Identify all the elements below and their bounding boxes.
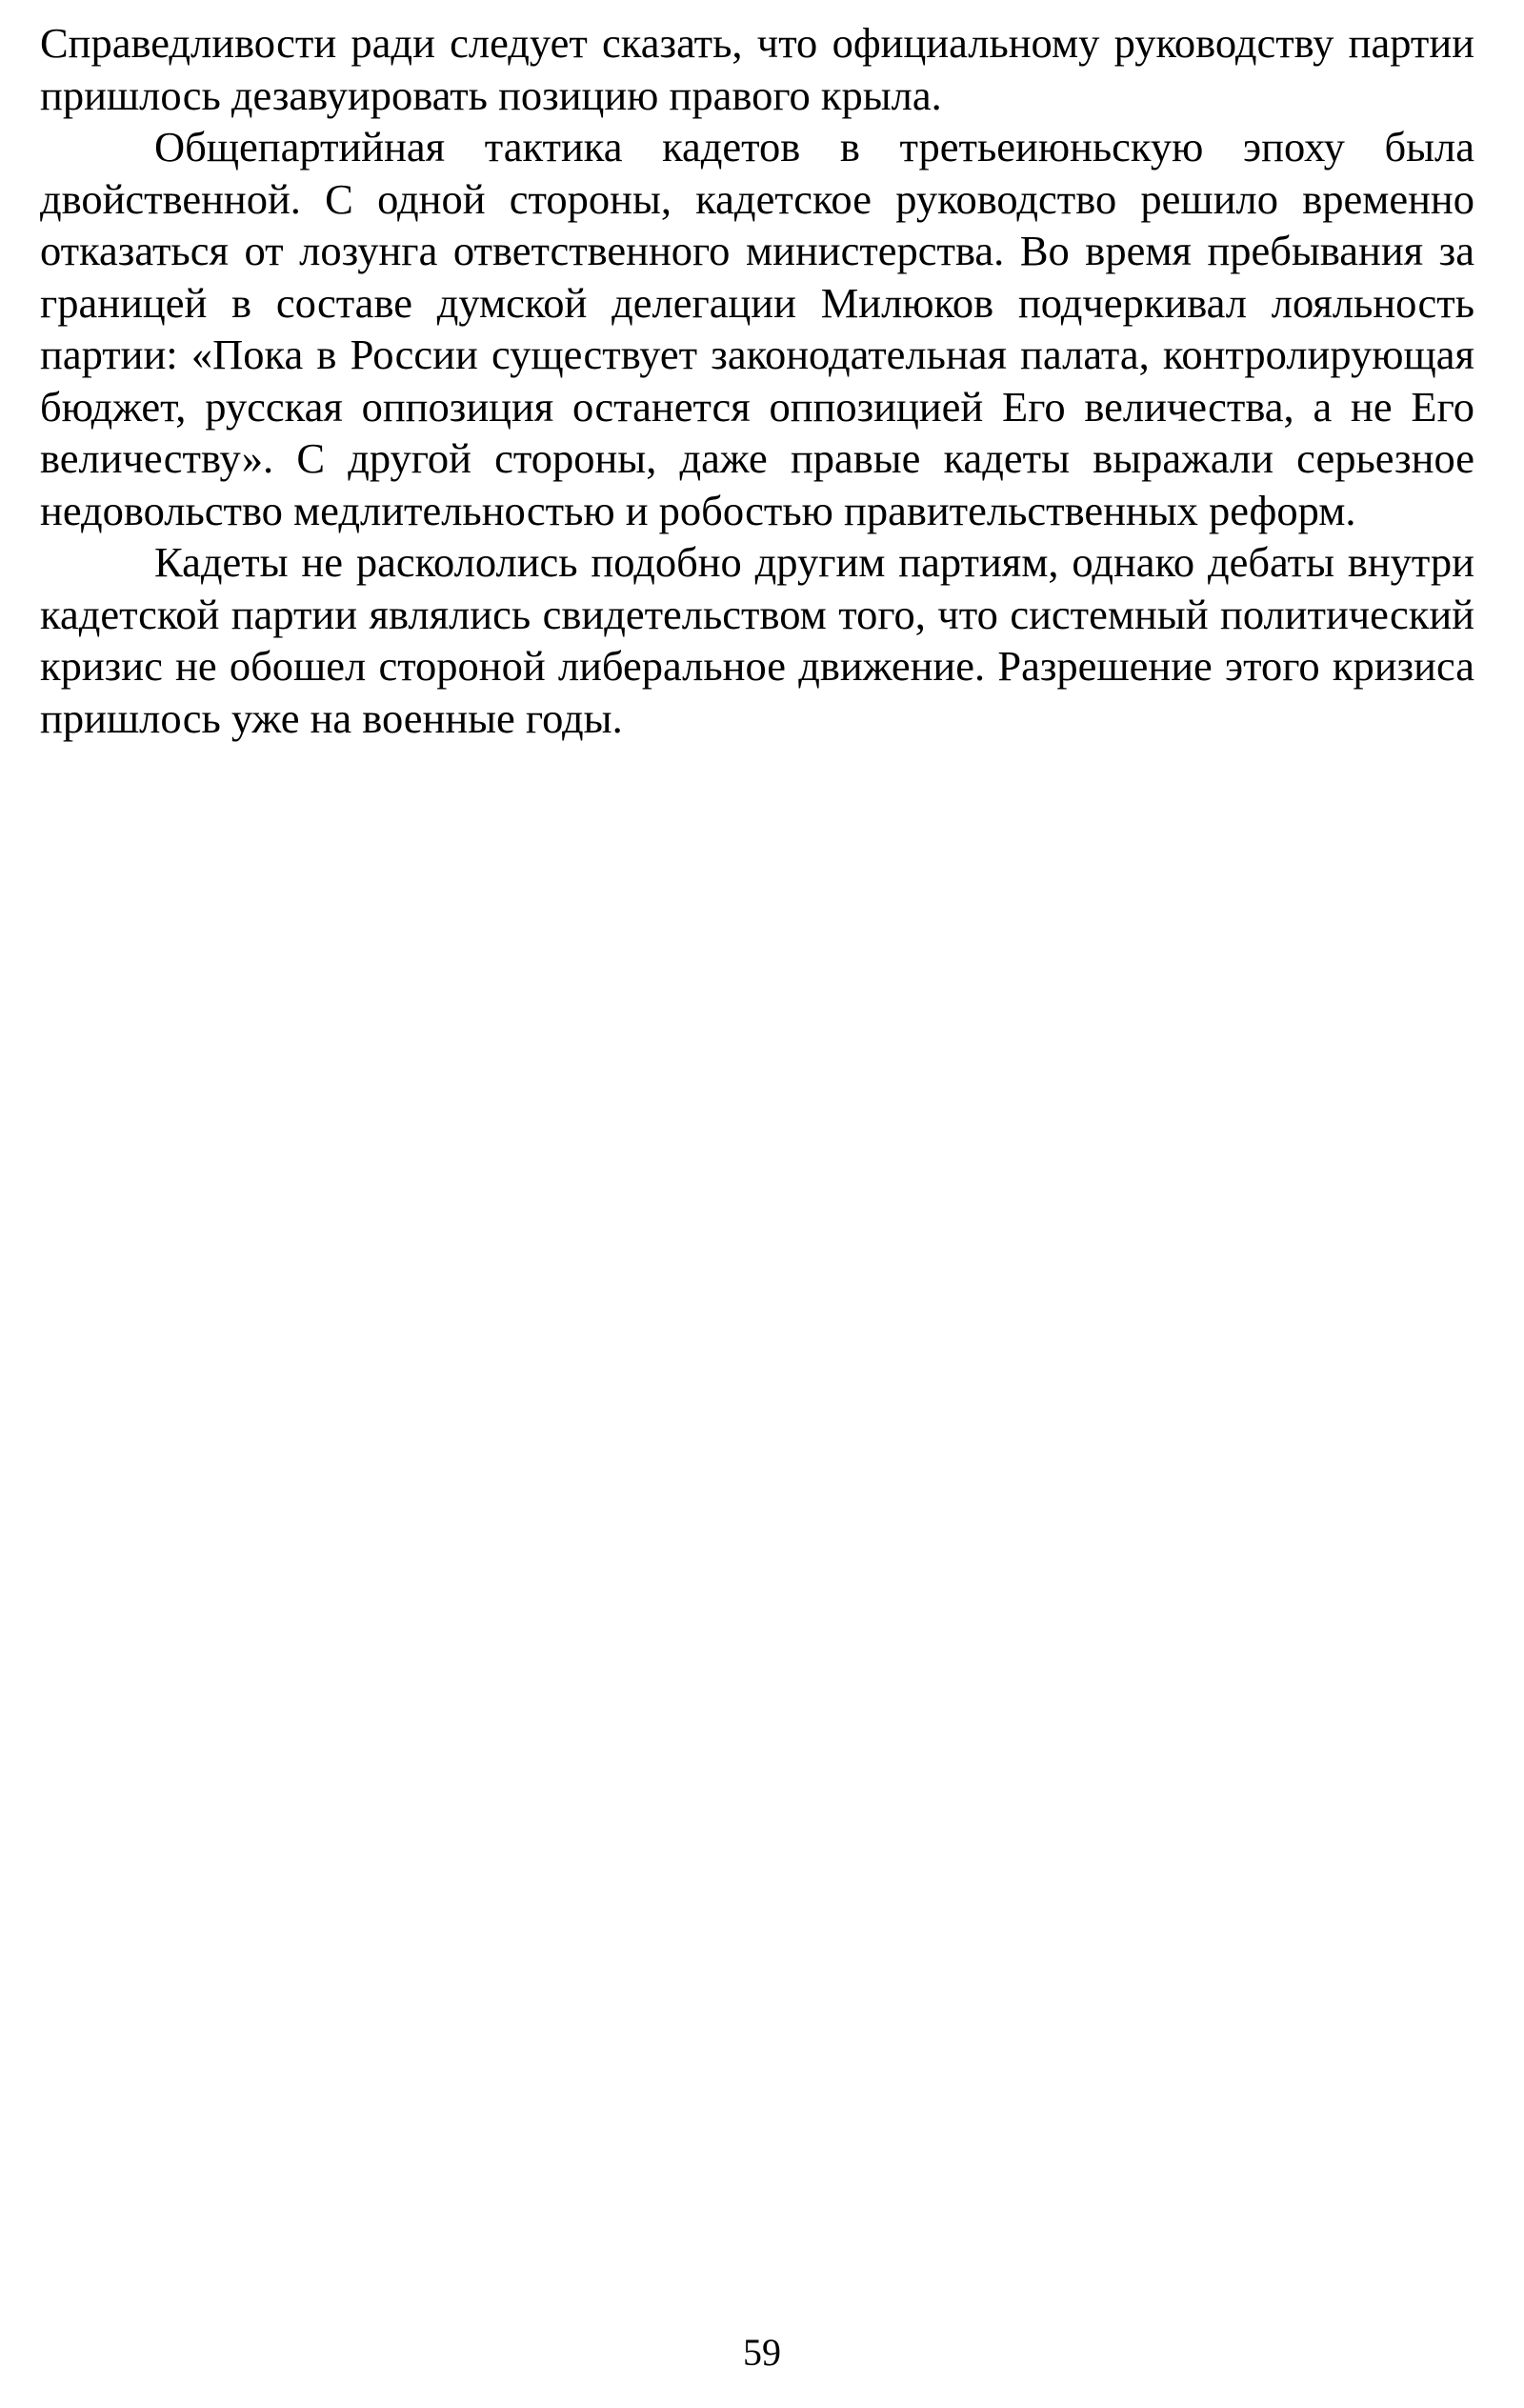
page-body bbox=[40, 17, 1474, 744]
paragraph-cadet-tactics: Общепартийная тактика кадетов в третьеиюньскую эпоху была двойственной. С одной стороны, кадетское руководство решило временно отказаться от лозунга ответственного министерства. Во время пребывания за границей в составе думской делегации Милюков подчеркивал лояльность партии: «Пока в России существует законодательная палата, контролирующая бюджет, русская оппозиция останется оппозицией Его величества, а не Его величеству». С другой стороны, даже правые кадеты выражали серьезное недовольство медлительностью и робостью правительственных реформ. bbox=[40, 123, 1474, 534]
paragraph-cadet-crisis: Кадеты не раскололись подобно другим партиям, однако дебаты внутри кадетской партии являлись свидетельством того, что системный политический кризис не обошел стороной либеральное движение. Разрешение этого кризиса пришлось уже на военные годы. bbox=[40, 538, 1474, 742]
paragraph-continuation: Справедливости ради следует сказать, что официальному руководству партии пришлось дезавуировать позицию правого крыла. bbox=[40, 19, 1474, 119]
page-number: 59 bbox=[743, 2331, 781, 2374]
